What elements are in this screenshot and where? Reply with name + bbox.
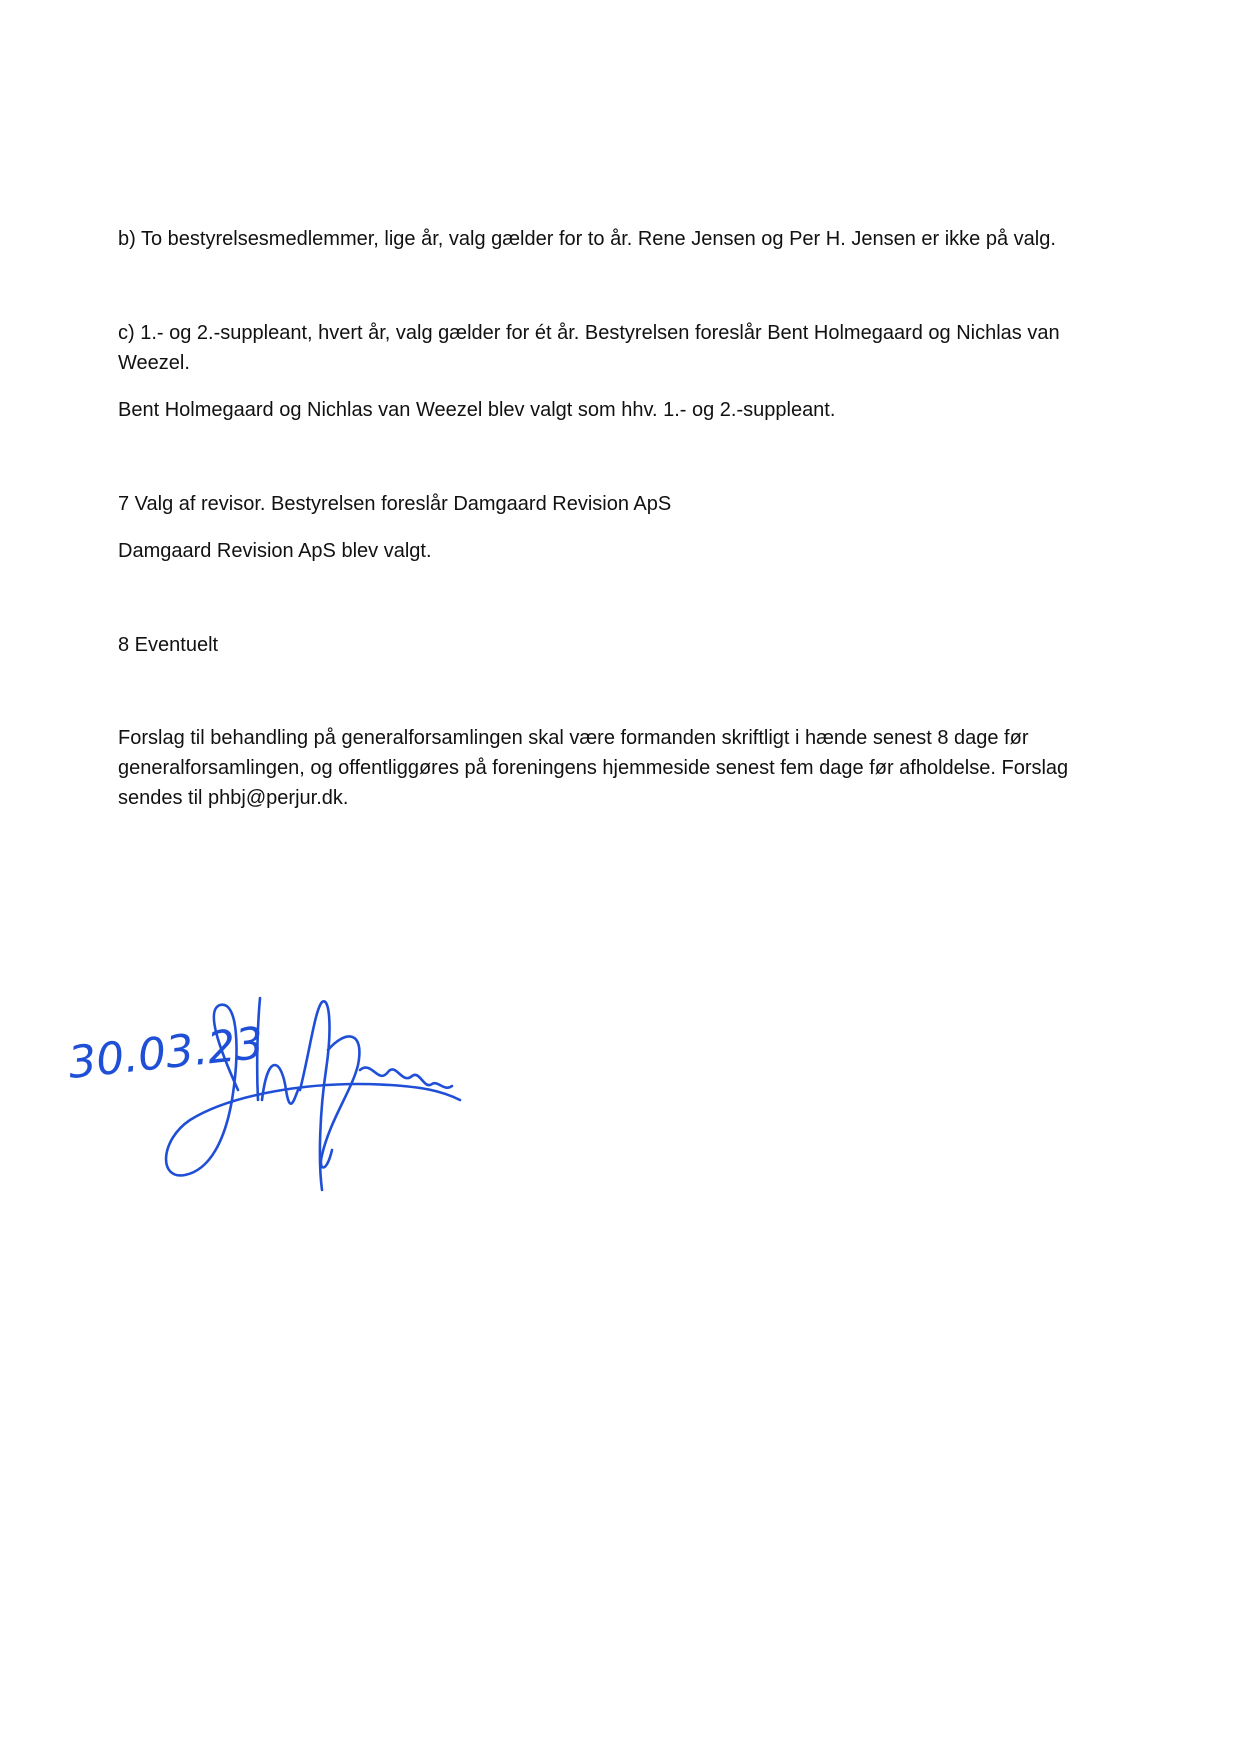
paragraph-any-other-business: 8 Eventuelt — [118, 634, 219, 656]
paragraph-auditor-elected: Damgaard Revision ApS blev valgt. — [118, 540, 432, 562]
paragraph-auditor-proposal: 7 Valg af revisor. Bestyrelsen foreslår Damgaard Revision ApS — [118, 493, 672, 515]
paragraph-alternates-elected: Bent Holmegaard og Nichlas van Weezel blev valgt som hhv. 1.- og 2.-suppleant. — [118, 399, 836, 421]
signature-stroke-tall-letter — [300, 1001, 329, 1190]
paragraph-board-members: b) To bestyrelsesmedlemmer, lige år, valg gælder for to år. Rene Jensen og Per H. Jensen er ikke på valg. — [118, 228, 1056, 250]
signature-date: 30.03.23 — [65, 1017, 267, 1089]
signature-stroke-loop — [262, 1065, 298, 1104]
paragraph-proposals-info: Forslag til behandling på generalforsamlingen skal være formanden skriftligt i hænde senest 8 dage før generalforsamlingen, og offentliggøres på foreningens hjemmeside senest fem dage før afholdelse. Forslag sendes til phbj@perjur.dk. — [118, 727, 1069, 809]
paragraph-alternates-proposal: c) 1.- og 2.-suppleant, hvert år, valg gælder for ét år. Bestyrelsen foreslår Bent Holmegaard og Nichlas van Weezel. — [118, 322, 1060, 374]
handwritten-signature — [60, 990, 480, 1230]
